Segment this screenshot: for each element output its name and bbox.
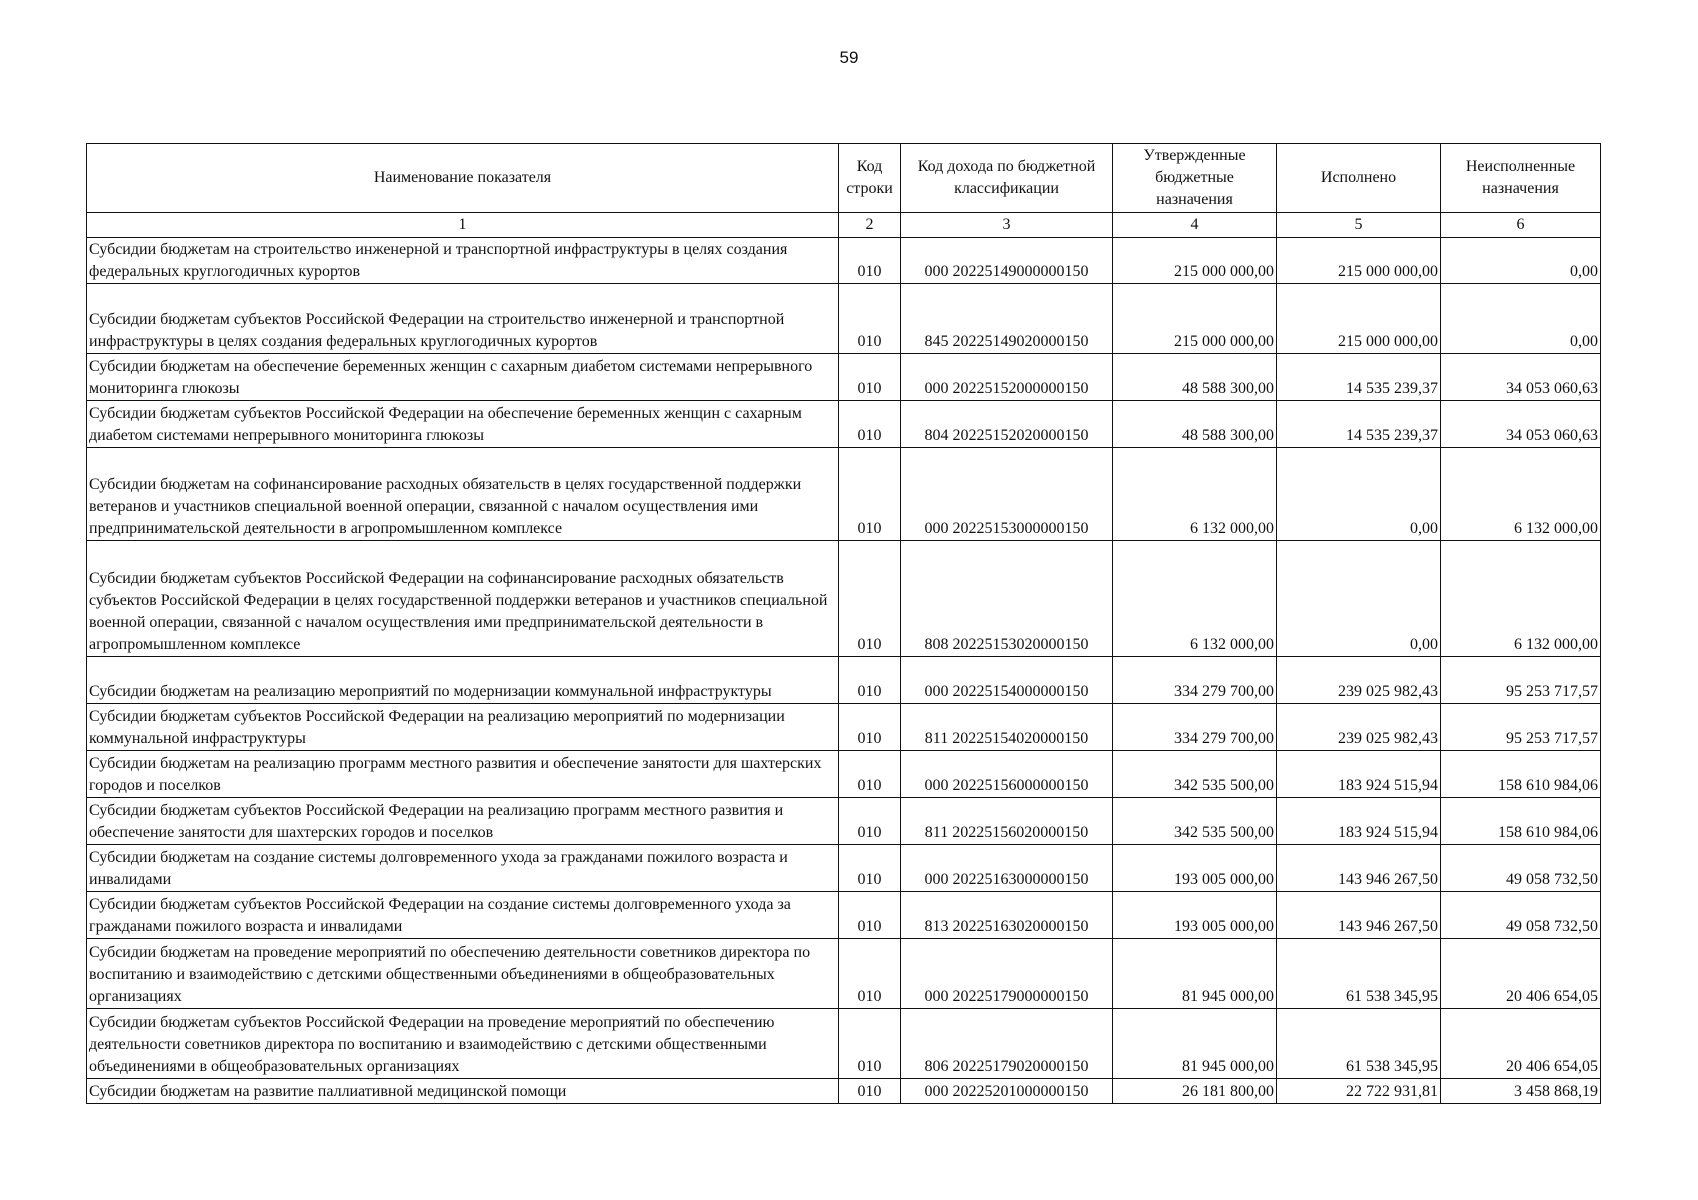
line-code: 010 bbox=[839, 657, 901, 704]
income-code: 000 20225156000000150 bbox=[901, 751, 1113, 798]
line-code: 010 bbox=[839, 939, 901, 1009]
line-code: 010 bbox=[839, 798, 901, 845]
executed-amount: 0,00 bbox=[1277, 541, 1441, 657]
page-number: 59 bbox=[839, 48, 859, 67]
unexecuted-amount: 20 406 654,05 bbox=[1441, 939, 1601, 1009]
income-code: 000 20225152000000150 bbox=[901, 354, 1113, 401]
table-row bbox=[87, 939, 1601, 1009]
approved-amount: 81 945 000,00 bbox=[1113, 939, 1277, 1009]
unexecuted-amount: 0,00 bbox=[1441, 238, 1601, 284]
line-code: 010 bbox=[839, 448, 901, 541]
column-number: 3 bbox=[901, 213, 1113, 238]
line-code: 010 bbox=[839, 238, 901, 284]
executed-amount: 22 722 931,81 bbox=[1277, 1079, 1441, 1104]
income-code: 811 20225154020000150 bbox=[901, 704, 1113, 751]
table-row bbox=[87, 1079, 1601, 1104]
unexecuted-amount: 6 132 000,00 bbox=[1441, 541, 1601, 657]
indicator-name: Субсидии бюджетам субъектов Российской Федерации на обеспечение беременных женщин с сахарным диабетом системами непрерывного мониторинга глюкозы bbox=[87, 401, 839, 448]
column-number: 6 bbox=[1441, 213, 1601, 238]
approved-amount: 26 181 800,00 bbox=[1113, 1079, 1277, 1104]
approved-amount: 6 132 000,00 bbox=[1113, 541, 1277, 657]
executed-amount: 183 924 515,94 bbox=[1277, 751, 1441, 798]
indicator-name: Субсидии бюджетам субъектов Российской Федерации на создание системы долговременного ухода за гражданами пожилого возраста и инвалидами bbox=[87, 892, 839, 939]
approved-amount: 215 000 000,00 bbox=[1113, 238, 1277, 284]
income-code: 000 20225179000000150 bbox=[901, 939, 1113, 1009]
indicator-name: Субсидии бюджетам субъектов Российской Федерации на софинансирование расходных обязательств субъектов Российской Федерации в целях государственной поддержки ветеранов и участников специальной военной операции, связанной с началом осуществления ими предпринимательской деятельности в агропромышленном комплексе bbox=[87, 541, 839, 657]
unexecuted-amount: 3 458 868,19 bbox=[1441, 1079, 1601, 1104]
unexecuted-amount: 158 610 984,06 bbox=[1441, 751, 1601, 798]
line-code: 010 bbox=[839, 751, 901, 798]
indicator-name: Субсидии бюджетам на проведение мероприятий по обеспечению деятельности советников директора по воспитанию и взаимодействию с детскими общественными объединениями в общеобразовательных организациях bbox=[87, 939, 839, 1009]
table-row bbox=[87, 448, 1601, 541]
column-number: 4 bbox=[1113, 213, 1277, 238]
approved-amount: 334 279 700,00 bbox=[1113, 704, 1277, 751]
indicator-name: Субсидии бюджетам на реализацию мероприятий по модернизации коммунальной инфраструктуры bbox=[87, 657, 839, 704]
column-number: 5 bbox=[1277, 213, 1441, 238]
approved-amount: 342 535 500,00 bbox=[1113, 798, 1277, 845]
income-code: 804 20225152020000150 bbox=[901, 401, 1113, 448]
approved-amount: 48 588 300,00 bbox=[1113, 354, 1277, 401]
column-number: 1 bbox=[87, 213, 839, 238]
table-row bbox=[87, 657, 1601, 704]
approved-amount: 193 005 000,00 bbox=[1113, 892, 1277, 939]
unexecuted-amount: 34 053 060,63 bbox=[1441, 354, 1601, 401]
executed-amount: 14 535 239,37 bbox=[1277, 401, 1441, 448]
header-indicator-name: Наименование показателя bbox=[87, 144, 839, 213]
table-row bbox=[87, 284, 1601, 354]
unexecuted-amount: 6 132 000,00 bbox=[1441, 448, 1601, 541]
unexecuted-amount: 95 253 717,57 bbox=[1441, 704, 1601, 751]
indicator-name: Субсидии бюджетам на строительство инженерной и транспортной инфраструктуры в целях создания федеральных круглогодичных курортов bbox=[87, 238, 839, 284]
executed-amount: 215 000 000,00 bbox=[1277, 284, 1441, 354]
income-code: 806 20225179020000150 bbox=[901, 1009, 1113, 1079]
unexecuted-amount: 34 053 060,63 bbox=[1441, 401, 1601, 448]
line-code: 010 bbox=[839, 704, 901, 751]
executed-amount: 61 538 345,95 bbox=[1277, 1009, 1441, 1079]
budget-report-table bbox=[86, 143, 1601, 1104]
table-row bbox=[87, 541, 1601, 657]
indicator-name: Субсидии бюджетам субъектов Российской Федерации на реализацию программ местного развития и обеспечение занятости для шахтерских городов и поселков bbox=[87, 798, 839, 845]
income-code: 813 20225163020000150 bbox=[901, 892, 1113, 939]
executed-amount: 61 538 345,95 bbox=[1277, 939, 1441, 1009]
table-row bbox=[87, 798, 1601, 845]
indicator-name: Субсидии бюджетам на софинансирование расходных обязательств в целях государственной поддержки ветеранов и участников специальной военной операции, связанной с началом осуществления ими предпринимательской деятельности в агропромышленном комплексе bbox=[87, 448, 839, 541]
income-code: 000 20225149000000150 bbox=[901, 238, 1113, 284]
executed-amount: 0,00 bbox=[1277, 448, 1441, 541]
header-income-code: Код дохода по бюджетной классификации bbox=[901, 144, 1113, 213]
unexecuted-amount: 0,00 bbox=[1441, 284, 1601, 354]
executed-amount: 215 000 000,00 bbox=[1277, 238, 1441, 284]
unexecuted-amount: 49 058 732,50 bbox=[1441, 892, 1601, 939]
approved-amount: 193 005 000,00 bbox=[1113, 845, 1277, 892]
line-code: 010 bbox=[839, 845, 901, 892]
table-row bbox=[87, 1009, 1601, 1079]
unexecuted-amount: 158 610 984,06 bbox=[1441, 798, 1601, 845]
header-line-code: Код строки bbox=[839, 144, 901, 213]
indicator-name: Субсидии бюджетам на создание системы долговременного ухода за гражданами пожилого возраста и инвалидами bbox=[87, 845, 839, 892]
income-code: 000 20225201000000150 bbox=[901, 1079, 1113, 1104]
approved-amount: 6 132 000,00 bbox=[1113, 448, 1277, 541]
header-unexecuted: Неисполненные назначения bbox=[1441, 144, 1601, 213]
approved-amount: 215 000 000,00 bbox=[1113, 284, 1277, 354]
income-code: 000 20225154000000150 bbox=[901, 657, 1113, 704]
line-code: 010 bbox=[839, 1009, 901, 1079]
indicator-name: Субсидии бюджетам на развитие паллиативной медицинской помощи bbox=[87, 1079, 839, 1104]
line-code: 010 bbox=[839, 541, 901, 657]
line-code: 010 bbox=[839, 401, 901, 448]
table-row bbox=[87, 751, 1601, 798]
column-number: 2 bbox=[839, 213, 901, 238]
approved-amount: 342 535 500,00 bbox=[1113, 751, 1277, 798]
executed-amount: 239 025 982,43 bbox=[1277, 704, 1441, 751]
income-code: 000 20225163000000150 bbox=[901, 845, 1113, 892]
table-row bbox=[87, 845, 1601, 892]
approved-amount: 81 945 000,00 bbox=[1113, 1009, 1277, 1079]
income-code: 808 20225153020000150 bbox=[901, 541, 1113, 657]
line-code: 010 bbox=[839, 354, 901, 401]
table-row bbox=[87, 354, 1601, 401]
table-row bbox=[87, 401, 1601, 448]
executed-amount: 143 946 267,50 bbox=[1277, 892, 1441, 939]
header-approved: Утвержденные бюджетные назначения bbox=[1113, 144, 1277, 213]
line-code: 010 bbox=[839, 284, 901, 354]
table-row bbox=[87, 892, 1601, 939]
unexecuted-amount: 49 058 732,50 bbox=[1441, 845, 1601, 892]
executed-amount: 183 924 515,94 bbox=[1277, 798, 1441, 845]
income-code: 811 20225156020000150 bbox=[901, 798, 1113, 845]
approved-amount: 334 279 700,00 bbox=[1113, 657, 1277, 704]
table-row bbox=[87, 238, 1601, 284]
unexecuted-amount: 20 406 654,05 bbox=[1441, 1009, 1601, 1079]
line-code: 010 bbox=[839, 1079, 901, 1104]
income-code: 845 20225149020000150 bbox=[901, 284, 1113, 354]
unexecuted-amount: 95 253 717,57 bbox=[1441, 657, 1601, 704]
executed-amount: 143 946 267,50 bbox=[1277, 845, 1441, 892]
indicator-name: Субсидии бюджетам на обеспечение беременных женщин с сахарным диабетом системами непрерывного мониторинга глюкозы bbox=[87, 354, 839, 401]
approved-amount: 48 588 300,00 bbox=[1113, 401, 1277, 448]
indicator-name: Субсидии бюджетам на реализацию программ местного развития и обеспечение занятости для шахтерских городов и поселков bbox=[87, 751, 839, 798]
header-row bbox=[87, 144, 1601, 213]
executed-amount: 14 535 239,37 bbox=[1277, 354, 1441, 401]
column-number-row bbox=[87, 213, 1601, 238]
indicator-name: Субсидии бюджетам субъектов Российской Федерации на проведение мероприятий по обеспечению деятельности советников директора по воспитанию и взаимодействию с детскими общественными объединениями в общеобразовательных организациях bbox=[87, 1009, 839, 1079]
indicator-name: Субсидии бюджетам субъектов Российской Федерации на реализацию мероприятий по модернизации коммунальной инфраструктуры bbox=[87, 704, 839, 751]
executed-amount: 239 025 982,43 bbox=[1277, 657, 1441, 704]
header-executed: Исполнено bbox=[1277, 144, 1441, 213]
income-code: 000 20225153000000150 bbox=[901, 448, 1113, 541]
table-row bbox=[87, 704, 1601, 751]
indicator-name: Субсидии бюджетам субъектов Российской Федерации на строительство инженерной и транспортной инфраструктуры в целях создания федеральных круглогодичных курортов bbox=[87, 284, 839, 354]
line-code: 010 bbox=[839, 892, 901, 939]
